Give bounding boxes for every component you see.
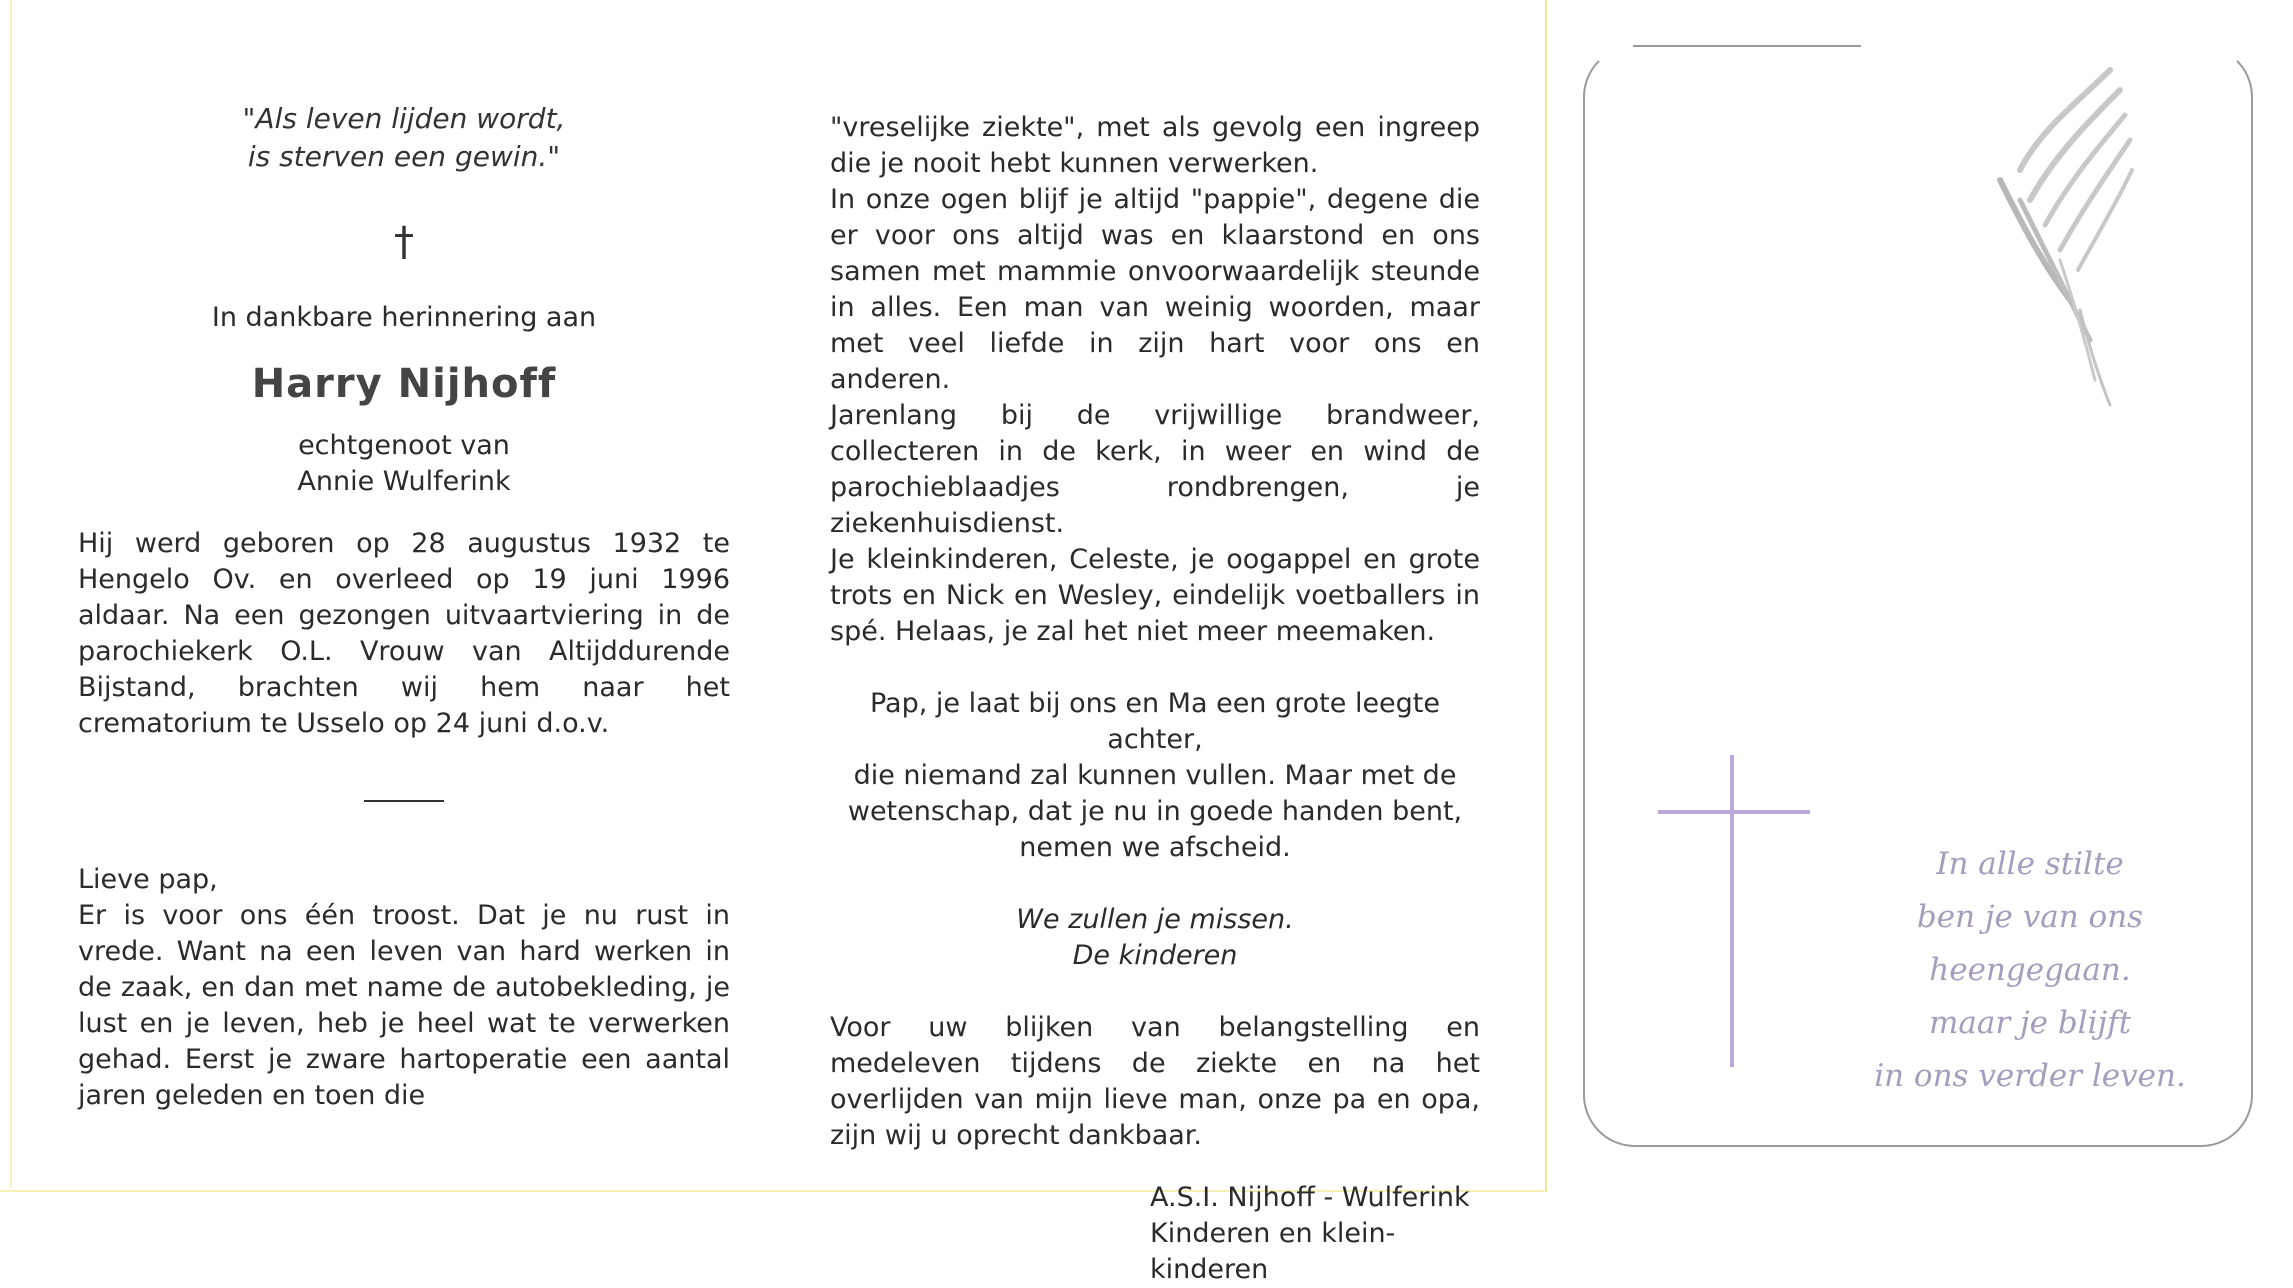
letter-paragraph: Je kleinkinderen, Celeste, je oogappel en grote trots en Nick en Wesley, eindelijk voetballers in spé. Helaas, je zal het niet meer meemaken. xyxy=(830,544,1480,647)
children-signoff: De kinderen xyxy=(1072,940,1238,971)
frame-top-line xyxy=(1633,45,1861,47)
spouse-label: echtgenoot van xyxy=(298,430,510,461)
cross-icon: † xyxy=(394,219,414,265)
dove-icon xyxy=(1960,60,2150,420)
quote-line: is sterven een gewin." xyxy=(247,140,561,173)
middle-page-column xyxy=(830,110,1480,1288)
farewell-line: wetenschap, dat je nu in goede handen bent, xyxy=(847,796,1463,827)
poem xyxy=(1830,838,2230,1103)
we-will-miss-you xyxy=(830,902,1480,974)
cross-icon xyxy=(1658,755,1810,1067)
miss-line: We zullen je missen. xyxy=(1016,904,1294,935)
intro-text: In dankbare herinnering aan xyxy=(211,302,597,333)
letter-greeting: Lieve pap, xyxy=(78,864,218,895)
letter-paragraph: Er is voor ons één troost. Dat je nu rust in vrede. Want na een leven van hard werken in de zaak, en dan met name de autobekleding, je lust en je leven, heb je heel wat te verwerken gehad. Eerst je zware hartoperatie een aantal jaren geleden en toen die xyxy=(78,900,730,1111)
deceased-name: Harry Nijhoff xyxy=(251,361,557,407)
farewell-line: die niemand zal kunnen vullen. Maar met de xyxy=(853,760,1457,791)
letter-paragraph: "vreselijke ziekte", met als gevolg een ingreep die je nooit hebt kunnen verwerken. xyxy=(830,112,1480,179)
poem-line: maar je blijft xyxy=(1928,1005,2132,1041)
quote-line: "Als leven lijden wordt, xyxy=(242,102,566,135)
signature-line: Kinderen en klein- xyxy=(1150,1218,1396,1249)
poem-line: ben je van ons heengegaan. xyxy=(1916,899,2144,988)
poem-line: in ons verder leven. xyxy=(1874,1058,2186,1094)
poem-line: In alle stilte xyxy=(1936,846,2124,882)
opening-quote xyxy=(78,100,730,176)
farewell-line: Pap, je laat bij ons en Ma een grote leegte achter, xyxy=(869,688,1441,755)
signature-line: A.S.I. Nijhoff - Wulferink xyxy=(1150,1182,1470,1213)
signature-line: kinderen xyxy=(1150,1254,1269,1285)
letter-paragraph: In onze ogen blijf je altijd "pappie", degene die er voor ons altijd was en klaarstond en ons samen met mammie onvoorwaardelijk steunde in alles. Een man van weinig woorden, maar met veel liefde in zijn hart voor ons en anderen. xyxy=(830,184,1480,395)
signature-block xyxy=(830,1180,1480,1288)
divider xyxy=(364,800,444,802)
cross-horizontal-bar xyxy=(1658,810,1810,814)
farewell-line: nemen we afscheid. xyxy=(1019,832,1291,863)
letter-paragraph: Jarenlang bij de vrijwillige brandweer, collecteren in de kerk, in weer en wind de parochieblaadjes rondbrengen, je ziekenhuisdienst. xyxy=(830,400,1480,539)
spouse-name: Annie Wulferink xyxy=(297,466,511,497)
card-edge-line xyxy=(10,0,12,1188)
farewell-paragraph xyxy=(830,686,1480,866)
left-page-column xyxy=(78,100,730,1114)
thanks-paragraph: Voor uw blijken van belangstelling en medeleven tijdens de ziekte en na het overlijden van mijn lieve man, onze pa en opa, zijn wij u oprecht dankbaar. xyxy=(830,1012,1480,1151)
biography-paragraph: Hij werd geboren op 28 augustus 1932 te Hengelo Ov. en overleed op 19 juni 1996 aldaar. Na een gezongen uitvaartviering in de parochiekerk O.L. Vrouw van Altijddurende Bijstand, brachten wij hem naar het crematorium te Usselo op 24 juni d.o.v. xyxy=(78,528,730,739)
cross-vertical-bar xyxy=(1730,755,1734,1067)
